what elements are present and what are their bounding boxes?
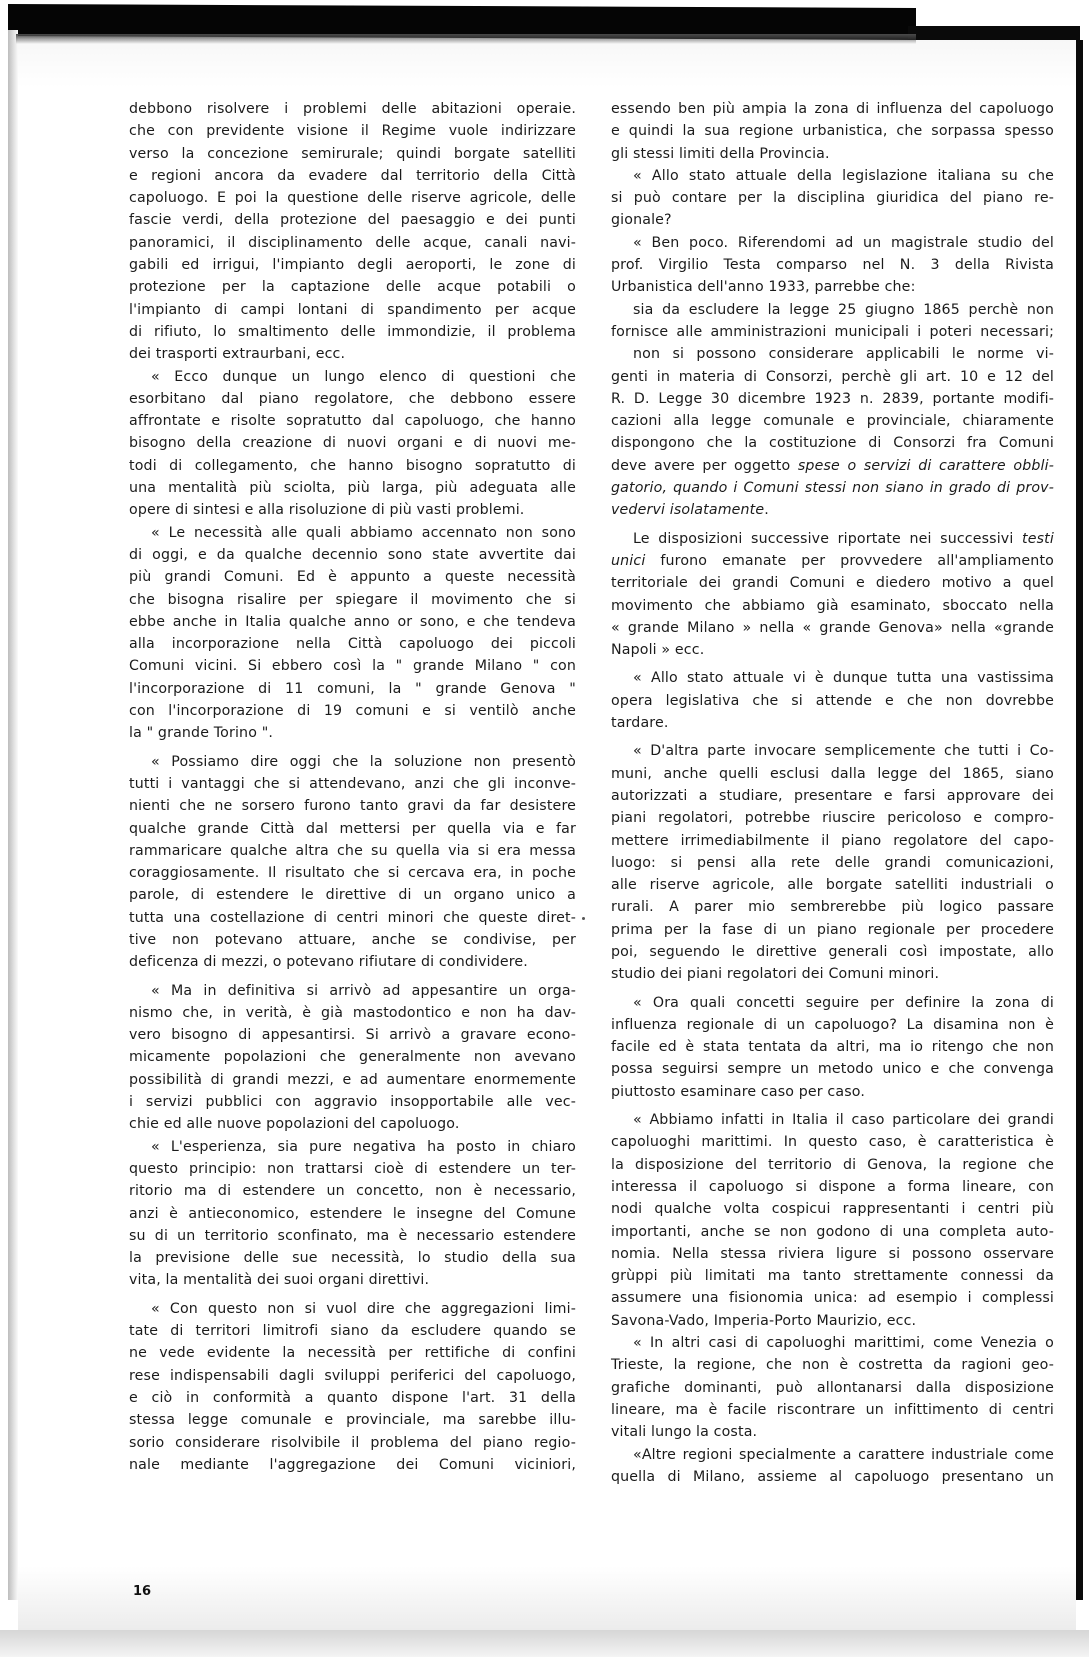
text-line: « Ecco dunque un lungo elenco di questioni che bbox=[151, 368, 576, 385]
text-line: deficenza di mezzi, o potevano rifiutare di condividere. bbox=[129, 954, 528, 971]
page-number: 16 bbox=[133, 1584, 152, 1599]
text-line: autorizzati a studiare, presentare e farsi approvare dei bbox=[611, 787, 1054, 804]
text-line: « Le necessità alle quali abbiamo accennato non sono bbox=[151, 524, 576, 541]
text-line: prima per la fase di un piano regionale per procedere bbox=[611, 921, 1054, 938]
print-speck bbox=[582, 917, 585, 920]
text-line: deve avere per oggetto spese o servizi di carattere obbli- bbox=[611, 457, 1054, 474]
text-line: la previsione delle sue necessità, lo studio della sua bbox=[129, 1250, 576, 1267]
italic-text: gatorio, quando i Comuni stessi non siano in grado di prov- bbox=[611, 480, 1054, 497]
text-line: parole, di estendere le direttive di un organo unico a bbox=[129, 887, 576, 904]
text-line: capoluogo. E poi la questione delle riserve agricole, delle bbox=[129, 190, 576, 207]
text-line: possa seguirsi sempre un metodo unico e che convenga bbox=[611, 1061, 1054, 1078]
text-line: « In altri casi di capoluoghi marittimi, come Venezia o bbox=[633, 1335, 1054, 1352]
text-line: di rifiuto, lo smaltimento delle immondizie, il problema bbox=[129, 323, 576, 340]
text-line: « Ma in definitiva si arrivò ad appesantire un orga- bbox=[151, 982, 576, 999]
scan-edge-left bbox=[8, 30, 18, 1600]
text-line: quella di Milano, assieme al capoluogo presentano un bbox=[611, 1468, 1054, 1485]
text-line: Le disposizioni successive riportate nei successivi testi bbox=[633, 530, 1054, 547]
text-line: poi, seguendo le direttive generali così impostate, allo bbox=[611, 943, 1054, 960]
text-line: ebbe anche in Italia qualche anno or sono, e che tendeva bbox=[129, 613, 576, 630]
text-line: con l'incorporazione di 19 comuni e si ventilò anche bbox=[129, 703, 576, 720]
text-line: tive non potevano attuare, anche se condivise, per bbox=[129, 931, 576, 948]
text-line: l'incorporazione di 11 comuni, la " grande Genova " bbox=[129, 680, 576, 697]
text-line: « grande Milano » nella « grande Genova» nella «grande bbox=[611, 619, 1054, 636]
text-line: muni, anche quelli esclusi dalla legge del 1865, siano bbox=[611, 765, 1054, 782]
text-line bbox=[611, 477, 1054, 499]
text-line: essendo ben più ampia la zona di influenza del capoluogo bbox=[611, 101, 1054, 117]
text-line: importanti, anche se non godono di una completa auto- bbox=[611, 1223, 1054, 1240]
text-line: vedervi isolatamente. bbox=[611, 502, 769, 519]
text-line: una mentalità più sciolta, più larga, più adeguata alle bbox=[129, 480, 576, 497]
text-line: rese indispensabili dagli sviluppi periferici del capoluogo, bbox=[129, 1367, 576, 1384]
text-column-left bbox=[129, 98, 576, 1476]
text-line: gabili ed irrigui, l'impianto degli aeroporti, le zone di bbox=[129, 257, 576, 274]
text-line: possibilità di grandi mezzi, e ad aumentare enormemente bbox=[129, 1071, 576, 1088]
scan-shadow bbox=[16, 34, 916, 44]
text-line: tutta una costellazione di centri minori che queste diret- bbox=[129, 909, 576, 926]
text-line: dispongono che la costituzione di Consorzi fra Comuni bbox=[611, 435, 1054, 452]
text-line: gionale? bbox=[611, 212, 672, 229]
text-line: Urbanistica dell'anno 1933, parrebbe che: bbox=[611, 279, 916, 296]
text-line: « Ben poco. Riferendomi ad un magistrale studio del bbox=[633, 234, 1054, 251]
text-line: i servizi pubblici con aggravio insopportabile alle vec- bbox=[129, 1094, 576, 1111]
text-line: che con previdente visione il Regime vuole indirizzare bbox=[129, 123, 576, 140]
text-line: ne vede evidente la necessità per rettifiche di confini bbox=[129, 1345, 576, 1362]
text-line: Trieste, la regione, che non è costretta da ragioni geo- bbox=[611, 1357, 1054, 1374]
text-line: « Possiamo dire oggi che la soluzione non presentò bbox=[151, 753, 576, 770]
text-line: luogo: si pensi alla rete delle grandi comunicazioni, bbox=[611, 854, 1054, 871]
text-line: esorbitano dal piano regolatore, che debbono essere bbox=[129, 390, 576, 407]
text-line: protezione per la captazione delle acque potabili o bbox=[129, 279, 576, 296]
text-line: alla incorporazione nella Città capoluogo dei piccoli bbox=[129, 636, 576, 653]
text-line: studio dei piani regolatori dei Comuni minori. bbox=[611, 966, 940, 983]
text-line: mettere irrimediabilmente il piano regolatore del capo- bbox=[611, 832, 1054, 849]
text-line: territoriale dei grandi Comuni e diedero motivo a quel bbox=[611, 575, 1054, 592]
text-line: «Altre regioni specialmente a carattere industriale come bbox=[633, 1446, 1054, 1463]
text-line: rammaricare qualche altra che su quella via si era messa bbox=[129, 842, 576, 859]
scan-edge-top-right bbox=[908, 26, 1080, 40]
text-line: nodi qualche volta cospicui rappresentanti i centri più bbox=[611, 1201, 1054, 1218]
text-column-right bbox=[611, 98, 1054, 1488]
text-line: panoramici, il disciplinamento delle acque, canali navi- bbox=[129, 234, 576, 251]
text-line: rurali. A parer mio sembrerebbe più logico passare bbox=[611, 899, 1054, 916]
text-line: anzi è antieconomico, estendere le insegne del Comune bbox=[129, 1205, 576, 1222]
text-line: nismo che, in verità, è già mastodontico e non ha dav- bbox=[129, 1004, 576, 1021]
text-line: fascie verdi, della protezione del paesaggio e dei punti bbox=[129, 212, 576, 229]
text-line: capoluoghi marittimi. In questo caso, è caratteristica è bbox=[611, 1134, 1054, 1151]
italic-text: testi bbox=[1013, 530, 1054, 547]
text-line: influenza regionale di un capoluogo? La disamina non è bbox=[611, 1016, 1054, 1033]
text-line: opera legislativa che si attende e che non dovrebbe bbox=[611, 692, 1054, 709]
text-line: dei trasporti extraurbani, ecc. bbox=[129, 346, 346, 363]
text-line: grafiche dominanti, può allontanarsi dalla disposizione bbox=[611, 1379, 1054, 1396]
text-line: e quindi la sua regione urbanistica, che sorpassa spesso bbox=[611, 123, 1054, 140]
text-line: coraggiosamente. Il risultato che si cercava era, in poche bbox=[129, 865, 576, 882]
text-line: e ciò in conformità a quanto dispone l'art. 31 della bbox=[129, 1389, 576, 1406]
text-line: l'impianto di campi lontani di spandimento per acque bbox=[129, 301, 576, 318]
text-line: lineare, ma è facile riscontrare un infittimento di centri bbox=[611, 1401, 1054, 1418]
text-line: la disposizione del territorio di Genova, la regione che bbox=[611, 1156, 1054, 1173]
text-line: vero bisogno di appesantirsi. Si arrivò a gravare econo- bbox=[129, 1027, 576, 1044]
text-line: sia da escludere la legge 25 giugno 1865 perchè non bbox=[633, 301, 1054, 318]
text-line: « D'altra parte invocare semplicemente che tutti i Co- bbox=[633, 743, 1054, 760]
text-line: sorio considerare risolvibile il problema del piano regio- bbox=[129, 1434, 576, 1451]
text-line: nale mediante l'aggregazione dei Comuni viciniori, bbox=[129, 1456, 576, 1473]
text-line: nienti che ne sorsero furono tanto gravi da far desistere bbox=[129, 798, 576, 815]
text-line: unici furono emanate per provvedere all'ampliamento bbox=[611, 552, 1054, 569]
text-line: tardare. bbox=[611, 715, 669, 732]
text-line: chie ed alle nuove popolazioni del capoluogo. bbox=[129, 1116, 460, 1133]
text-line: « Ora quali concetti seguire per definire la zona di bbox=[633, 994, 1054, 1011]
text-line: « Con questo non si vuol dire che aggregazioni limi- bbox=[151, 1300, 576, 1317]
text-line: e regioni ancora da evadere dal territorio della Città bbox=[129, 167, 576, 184]
text-line: affrontate e risolte sopratutto dal capoluogo, che hanno bbox=[129, 413, 576, 430]
text-line: qualche grande Città dal mettersi per quella via e far bbox=[129, 820, 576, 837]
text-line: cazioni alla legge comunale e provinciale, chiaramente bbox=[611, 413, 1054, 430]
text-line: prof. Virgilio Testa comparso nel N. 3 della Rivista bbox=[611, 257, 1054, 274]
scan-edge-right bbox=[1076, 40, 1083, 1600]
text-line: genti in materia di Consorzi, perchè gli art. 10 e 12 del bbox=[611, 368, 1054, 385]
text-line: vita, la mentalità dei suoi organi direttivi. bbox=[129, 1272, 430, 1289]
italic-text: unici bbox=[611, 552, 646, 569]
text-line: grùppi più limitati ma tanto strettamente connessi da bbox=[611, 1268, 1054, 1285]
text-line: bisogno della creazione di nuovi organi e di nuovi me- bbox=[129, 435, 576, 452]
text-line: alle riserve agricole, alle borgate satelliti industriali o bbox=[611, 877, 1054, 894]
text-line: facile ed è stata tentata da altri, ma io ritengo che non bbox=[611, 1039, 1054, 1056]
text-line: più grandi Comuni. Ed è appunto a queste necessità bbox=[129, 569, 576, 586]
text-line: micamente popolazioni che generalmente non avevano bbox=[129, 1049, 576, 1066]
text-line: di oggi, e da qualche decennio sono state avvertite dai bbox=[129, 546, 576, 563]
text-line: tutti i vantaggi che si attendevano, anzi che gli inconve- bbox=[129, 775, 576, 792]
text-line: stessa legge comunale e provinciale, ma sarebbe illu- bbox=[129, 1412, 576, 1429]
italic-text: vedervi isolatamente bbox=[611, 502, 765, 519]
text-line: opere di sintesi e alla risoluzione di più vasti problemi. bbox=[129, 502, 525, 519]
text-line: tate di territori limitrofi siano da escludere quando se bbox=[129, 1323, 576, 1340]
scan-edge-bottom bbox=[0, 1630, 1089, 1657]
text-line: si può contare per la disciplina giuridica del piano re- bbox=[611, 190, 1054, 207]
text-line: che bisogna risalire per spiegare il movimento che si bbox=[129, 591, 576, 608]
text-line: interessa il capoluogo si dispone a forma lineare, con bbox=[611, 1178, 1054, 1195]
text-line: nomia. Nella stessa riviera ligure si possono osservare bbox=[611, 1245, 1054, 1262]
text-line: fornisce alle amministrazioni municipali i poteri necessari; bbox=[611, 323, 1054, 340]
text-line: su di un territorio sconfinato, ma è necessario estendere bbox=[129, 1227, 576, 1244]
text-line: assumere una fisionomia unica: ad esempio i complessi bbox=[611, 1290, 1054, 1307]
italic-text: spese o servizi di carattere obbli- bbox=[790, 457, 1054, 474]
text-line: debbono risolvere i problemi delle abitazioni operaie. bbox=[129, 101, 576, 117]
text-line: « Allo stato attuale della legislazione italiana su che bbox=[633, 167, 1054, 184]
text-line: verso la concezione semirurale; quindi borgate satelliti bbox=[129, 145, 576, 162]
text-line: ritorio ma di estendere un concetto, non è necessario, bbox=[129, 1183, 576, 1200]
text-line: movimento che abbiamo già esaminato, sboccato nella bbox=[611, 597, 1054, 614]
text-line: Napoli » ecc. bbox=[611, 642, 705, 659]
text-line: « Abbiamo infatti in Italia il caso particolare dei grandi bbox=[633, 1112, 1054, 1129]
text-line: « Allo stato attuale vi è dunque tutta una vastissima bbox=[633, 670, 1054, 687]
text-line: la " grande Torino ". bbox=[129, 725, 274, 742]
text-line: « L'esperienza, sia pure negativa ha posto in chiaro bbox=[151, 1138, 576, 1155]
text-line: R. D. Legge 30 dicembre 1923 n. 2839, portante modifi- bbox=[611, 390, 1054, 407]
text-line: Comuni vicini. Si ebbero così la " grande Milano " con bbox=[129, 658, 576, 675]
text-line: non si possono considerare applicabili le norme vi- bbox=[633, 346, 1054, 363]
text-line: vitali lungo la costa. bbox=[611, 1424, 758, 1441]
text-line: todi di collegamento, che hanno bisogno sopratutto di bbox=[129, 457, 576, 474]
text-line: Savona-Vado, Imperia-Porto Maurizio, ecc. bbox=[611, 1312, 917, 1329]
text-line: gli stessi limiti della Provincia. bbox=[611, 145, 830, 162]
text-line: piuttosto esaminare caso per caso. bbox=[611, 1083, 865, 1100]
text-line: questo principio: non trattarsi cioè di estendere un ter- bbox=[129, 1160, 576, 1177]
text-line: piani regolatori, potrebbe riuscire pericoloso e compro- bbox=[611, 810, 1054, 827]
